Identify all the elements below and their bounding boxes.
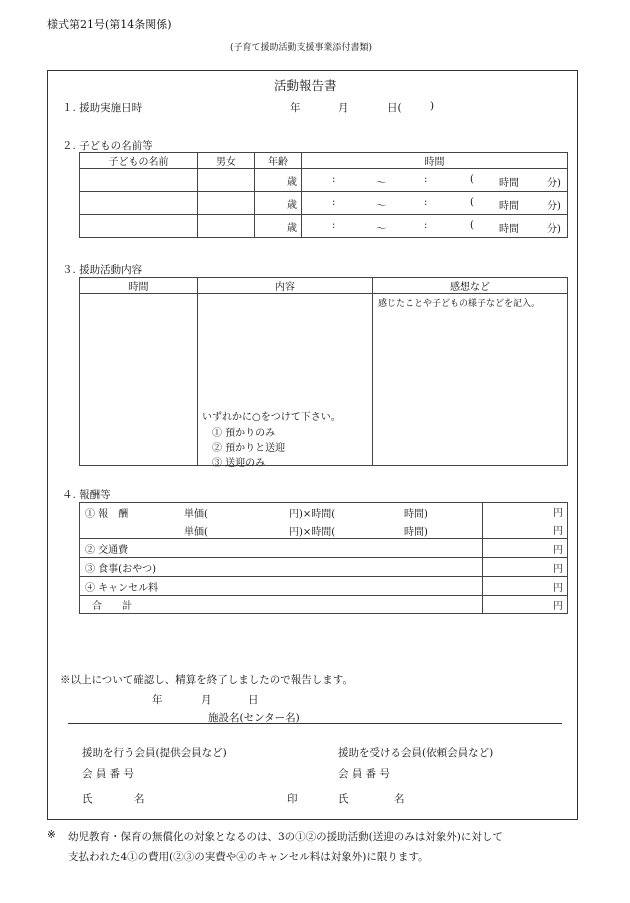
transport-label: ② 交通費 [80, 539, 483, 558]
choice-instruction: いずれかに○をつけて下さい。 [202, 412, 341, 423]
impressions-cell[interactable] [373, 294, 568, 466]
total-amount[interactable] [483, 596, 568, 614]
reward-amount-2[interactable] [483, 521, 568, 539]
table-row [80, 169, 568, 192]
yen-times-label: 円)×時間( [289, 526, 336, 538]
paren: ( [470, 220, 474, 231]
yen-unit: 円 [553, 563, 563, 575]
children-table [79, 152, 568, 238]
facility-underline [68, 723, 562, 724]
cancel-amount[interactable] [483, 577, 568, 596]
child-name-cell[interactable] [80, 169, 198, 192]
section2-label: ２. 子どもの名前等 [62, 140, 153, 152]
activity-table [79, 277, 568, 469]
date-day: 日( [387, 102, 402, 114]
reward-table [79, 502, 568, 614]
tilde: 〜 [376, 178, 386, 189]
date-month: 月 [338, 102, 349, 114]
hours-label: 時間 [499, 224, 519, 235]
header-time: 時間 [302, 153, 568, 169]
yen-unit: 円 [553, 508, 563, 520]
date-weekday-close: ) [430, 100, 435, 112]
minutes-label: 分) [547, 201, 561, 212]
gender-cell[interactable] [198, 215, 255, 238]
footnote-mark: ※ [47, 829, 56, 841]
confirm-month: 月 [201, 694, 212, 706]
confirmation-text: ※以上について確認し、精算を終了しましたので報告します。 [60, 674, 353, 686]
tilde: 〜 [376, 224, 386, 235]
activity-time-cell[interactable] [80, 294, 198, 466]
transport-amount[interactable] [483, 539, 568, 558]
cancel-label: ④ キャンセル料 [80, 577, 483, 596]
choice-3[interactable]: ③ 送迎のみ [212, 458, 266, 469]
age-cell[interactable] [255, 192, 302, 215]
minutes-label: 分) [547, 178, 561, 189]
gender-cell[interactable] [198, 169, 255, 192]
header-age: 年齢 [255, 153, 302, 169]
header-activity-content: 内容 [198, 278, 373, 294]
facility-label: 施設名(センター名) [208, 712, 300, 724]
choice-2[interactable]: ② 預かりと送迎 [212, 443, 286, 454]
provider-label: 援助を行う会員(提供会員など) [82, 747, 227, 759]
impressions-hint: 感じたことや子どもの様子などを記入。 [378, 299, 541, 309]
header-activity-time: 時間 [80, 278, 198, 294]
age-cell[interactable] [255, 215, 302, 238]
meals-label: ③ 食事(おやつ) [80, 558, 483, 577]
time-cell[interactable] [302, 192, 568, 215]
colon: : [332, 197, 336, 208]
total-label: 合 計 [80, 596, 483, 614]
tilde: 〜 [376, 201, 386, 212]
child-name-cell[interactable] [80, 215, 198, 238]
activity-content-cell[interactable] [198, 294, 373, 469]
table-row [80, 192, 568, 215]
yen-unit: 円 [553, 544, 563, 556]
table-row [80, 215, 568, 238]
time-cell[interactable] [302, 169, 568, 192]
gender-cell[interactable] [198, 192, 255, 215]
paren: ( [470, 174, 474, 185]
receiver-name-shi: 氏 [338, 793, 349, 805]
hours-close-label: 時間) [404, 509, 428, 520]
yen-unit: 円 [553, 582, 563, 594]
date-year: 年 [290, 102, 301, 114]
provider-member-no: 会 員 番 号 [82, 768, 135, 780]
colon: : [424, 220, 428, 231]
receiver-member-no: 会 員 番 号 [338, 768, 391, 780]
unit-price-label: 単価( [184, 526, 208, 538]
seal-mark: 印 [287, 793, 298, 805]
header-gender: 男女 [198, 153, 255, 169]
reward-row [80, 503, 483, 521]
header-impressions: 感想など [373, 278, 568, 294]
page-title: 活動報告書 [274, 78, 337, 93]
attachment-note: (子育て援助活動支援事業添付書類) [230, 43, 373, 53]
receiver-name-mei: 名 [394, 793, 405, 805]
reward-label: ① 報 酬 [85, 509, 129, 520]
footnote-line2: 支払われた4①の費用(②③の実費や④のキャンセル料は対象外)に限ります。 [68, 851, 429, 863]
choice-1[interactable]: ① 預かりのみ [212, 428, 276, 439]
provider-name-mei: 名 [134, 793, 145, 805]
age-cell[interactable] [255, 169, 302, 192]
footnote-line1: 幼児教育・保育の無償化の対象となるのは、3の①②の援助活動(送迎のみは対象外)に対して [68, 831, 503, 843]
hours-label: 時間 [499, 201, 519, 212]
unit-price-label: 単価( [184, 509, 208, 520]
meals-amount[interactable] [483, 558, 568, 577]
hours-label: 時間 [499, 178, 519, 189]
age-unit: 歳 [287, 199, 297, 211]
yen-unit: 円 [553, 525, 563, 537]
confirm-year: 年 [152, 694, 163, 706]
paren: ( [470, 197, 474, 208]
section3-label: ３. 援助活動内容 [62, 264, 143, 276]
reward-amount-1[interactable] [483, 503, 568, 521]
hours-close-label: 時間) [404, 526, 428, 538]
age-unit: 歳 [287, 176, 297, 188]
yen-times-label: 円)×時間( [289, 509, 336, 520]
yen-unit: 円 [553, 601, 563, 612]
age-unit: 歳 [287, 222, 297, 234]
header-child-name: 子どもの名前 [80, 153, 198, 169]
colon: : [424, 197, 428, 208]
colon: : [332, 220, 336, 231]
section1-label: １. 援助実施日時 [62, 102, 143, 114]
reward-row-2 [80, 521, 483, 539]
form-number: 様式第21号(第14条関係) [47, 18, 172, 31]
section4-label: ４. 報酬等 [62, 489, 111, 501]
colon: : [332, 174, 336, 185]
receiver-label: 援助を受ける会員(依頼会員など) [338, 747, 494, 759]
confirm-day: 日 [248, 694, 259, 706]
time-cell[interactable] [302, 215, 568, 238]
minutes-label: 分) [547, 224, 561, 235]
colon: : [424, 174, 428, 185]
child-name-cell[interactable] [80, 192, 198, 215]
provider-name-shi: 氏 [82, 793, 93, 805]
